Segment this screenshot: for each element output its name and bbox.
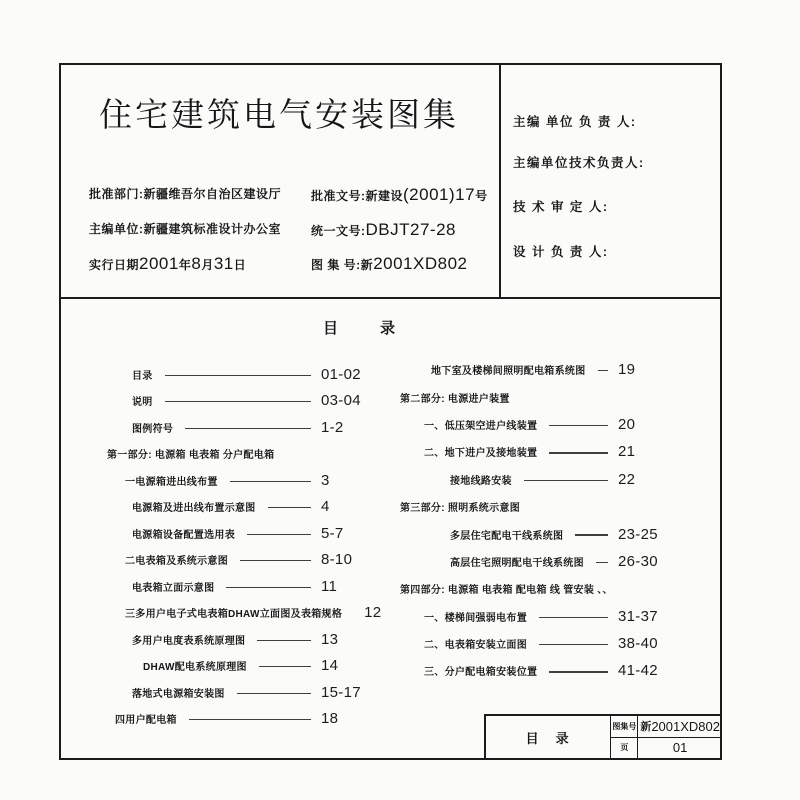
leader-line (230, 481, 311, 482)
page-number: 38-40 (618, 635, 658, 653)
toc-entry-label: 一电源箱进出线布置 (125, 476, 218, 488)
toc-entry-label: 第四部分: 电源箱 电表箱 配电箱 线 管安装 、、 (400, 585, 613, 597)
title-block-doc-title: 目 录 (486, 716, 611, 758)
toc-entry-label: 电源箱及进出线布置示意图 (132, 503, 256, 515)
toc-entry (99, 653, 369, 680)
toc-entry-label: 图例符号 (132, 423, 174, 435)
leader-line (259, 666, 311, 667)
page-number: 23-25 (618, 525, 658, 543)
leader-line (268, 507, 311, 508)
header-bottom-separator (61, 297, 720, 299)
toc-entry-label: 一、楼梯间强弱电布置 (424, 612, 527, 624)
title-block (484, 714, 720, 758)
leader-line (575, 534, 608, 535)
page-number: 15-17 (321, 683, 361, 701)
page-number: 18 (321, 710, 339, 728)
toc-entry (99, 547, 369, 574)
atlas-no-cell-row (611, 716, 720, 738)
toc-entry-label: 电表箱立面示意图 (132, 582, 215, 594)
toc-entry (99, 573, 369, 600)
page-number: 1-2 (321, 418, 344, 436)
toc-entry (99, 467, 369, 494)
leader-line (549, 452, 608, 453)
effective-date-label: 实行日期 (89, 258, 140, 272)
leader-line (226, 587, 311, 588)
atlas-no-row (311, 254, 468, 274)
page-number: 22 (618, 470, 636, 488)
toc-entry-label: DHAW配电系统原理图 (143, 662, 247, 674)
toc-entry-label: 多用户电度表系统原理图 (132, 635, 246, 647)
leader-line (189, 719, 311, 720)
effective-date-row (89, 254, 246, 274)
toc-entry (99, 494, 369, 521)
toc-entry-label: 目录 (132, 370, 153, 382)
toc-entry (398, 657, 666, 684)
toc-entry-label: 第三部分: 照明系统示意图 (400, 503, 521, 515)
toc-entry (398, 411, 666, 438)
chief-unit-principal-row: 主编 单位 负 责 人: (513, 115, 637, 129)
toc-entry-label: 第二部分: 电源进户装置 (400, 393, 510, 405)
page-number: 4 (321, 498, 330, 516)
title-block-grid (611, 716, 720, 758)
unified-doc-no-label: 统一文号: (311, 224, 366, 238)
toc-entry-label: 二、电表箱安装立面图 (424, 640, 527, 652)
chief-editor-value: 新疆建筑标准设计办公室 (143, 222, 282, 236)
toc-entry-label: 多层住宅配电干线系统图 (450, 530, 564, 542)
page-number: 20 (618, 415, 636, 433)
toc-entry (398, 548, 666, 575)
leader-line (247, 534, 311, 535)
effective-date-value: 2001年8月31日 (139, 254, 247, 273)
approval-dept-row (89, 185, 281, 202)
page-number: 11 (321, 577, 338, 595)
toc-entry-label: 二电表箱及系统示意图 (125, 556, 228, 568)
toc-entry (398, 356, 666, 383)
atlas-no-row-value: 新2001XD802 (360, 254, 468, 273)
unified-doc-no-row (311, 220, 456, 240)
toc-entry-label: 说明 (132, 397, 153, 409)
toc-entry (99, 414, 369, 441)
toc-right-column (398, 356, 666, 685)
leader-line (237, 693, 311, 694)
toc-entry (398, 383, 666, 410)
page-number: 3 (321, 471, 330, 489)
approval-doc-no-value: 新建设(2001)17号 (365, 185, 488, 204)
toc-entry (99, 388, 369, 415)
approval-doc-no-label: 批准文号: (311, 189, 366, 203)
toc-entry (398, 520, 666, 547)
chief-editor-label: 主编单位: (89, 222, 144, 236)
toc-entry (398, 630, 666, 657)
page-no-value: 01 (672, 740, 688, 756)
atlas-no-row-label: 图 集 号: (311, 258, 361, 272)
toc-entry (99, 706, 369, 733)
chief-unit-tech-principal-row: 主编单位技术负责人: (513, 156, 645, 170)
page-number: 03-04 (321, 392, 361, 410)
leader-line (539, 617, 608, 618)
leader-line (185, 428, 311, 429)
toc-entry-label: 三、分户配电箱安装位置 (424, 667, 538, 679)
design-principal-row: 设 计 负 责 人: (513, 245, 609, 259)
toc-entry (398, 438, 666, 465)
toc-entry-label: 四用户配电箱 (115, 715, 177, 727)
page-number: 21 (618, 443, 636, 461)
header-vertical-divider (499, 65, 501, 297)
toc-entry-label: 三多用户电子式电表箱DHAW立面图及表箱规格 (125, 609, 343, 621)
approval-dept-label: 批准部门: (89, 187, 144, 201)
toc-entry (99, 441, 369, 468)
leader-line (549, 671, 608, 672)
atlas-title: 住宅建筑电气安装图集 (99, 96, 459, 133)
page-no-cell-row (611, 738, 720, 759)
toc-entry-label: 一、低压架空进户线装置 (424, 420, 538, 432)
toc-entry-label: 二、地下进户及接地装置 (424, 448, 538, 460)
toc-entry-label: 第一部分: 电源箱 电表箱 分户配电箱 (107, 450, 275, 462)
page-number: 12 (364, 604, 382, 622)
leader-line (165, 375, 311, 376)
toc-entry (99, 679, 369, 706)
toc-entry (99, 361, 369, 388)
toc-entry-label: 高层住宅照明配电干线系统图 (450, 557, 584, 569)
page-number: 41-42 (618, 662, 658, 680)
chief-editor-row (89, 220, 281, 237)
toc-left-column (99, 361, 382, 732)
page-number: 19 (618, 361, 636, 379)
page-number: 5-7 (321, 524, 344, 542)
toc-entry-label: 电源箱设备配置选用表 (132, 529, 235, 541)
unified-doc-no-value: DBJT27-28 (365, 220, 456, 239)
leader-line (596, 562, 608, 563)
toc-entry (398, 466, 666, 493)
approval-doc-no-row (311, 185, 488, 205)
approval-dept-value: 新疆维吾尔自治区建设厅 (143, 187, 282, 201)
toc-entry-label: 地下室及楼梯间照明配电箱系统图 (431, 366, 586, 378)
page-number: 01-02 (321, 365, 361, 383)
toc-entry-label: 接地线路安装 (450, 475, 512, 487)
toc-entry (398, 493, 666, 520)
leader-line (598, 370, 609, 371)
atlas-no-value: 新 2001XD802 (640, 718, 720, 734)
page-number: 13 (321, 630, 339, 648)
toc-entry (99, 600, 382, 627)
atlas-no-label: 图集号 (611, 716, 638, 737)
leader-line (257, 640, 311, 641)
page-number: 26-30 (618, 552, 658, 570)
toc-entry (398, 575, 666, 602)
tech-examiner-row: 技 术 审 定 人: (513, 200, 609, 214)
toc-entry (99, 626, 369, 653)
leader-line (524, 480, 608, 481)
toc-entry-label: 落地式电源箱安装图 (132, 688, 225, 700)
leader-line (539, 644, 608, 645)
toc-heading: 目 录 (322, 320, 399, 337)
toc-entry (398, 603, 666, 630)
leader-line (240, 560, 311, 561)
drawing-frame (59, 63, 722, 760)
page-number: 31-37 (618, 607, 658, 625)
toc-entry (99, 520, 369, 547)
page-no-label: 页 (611, 738, 638, 759)
leader-line (165, 401, 311, 402)
page-number: 14 (321, 657, 339, 675)
page-number: 8-10 (321, 551, 353, 569)
leader-line (549, 425, 608, 426)
